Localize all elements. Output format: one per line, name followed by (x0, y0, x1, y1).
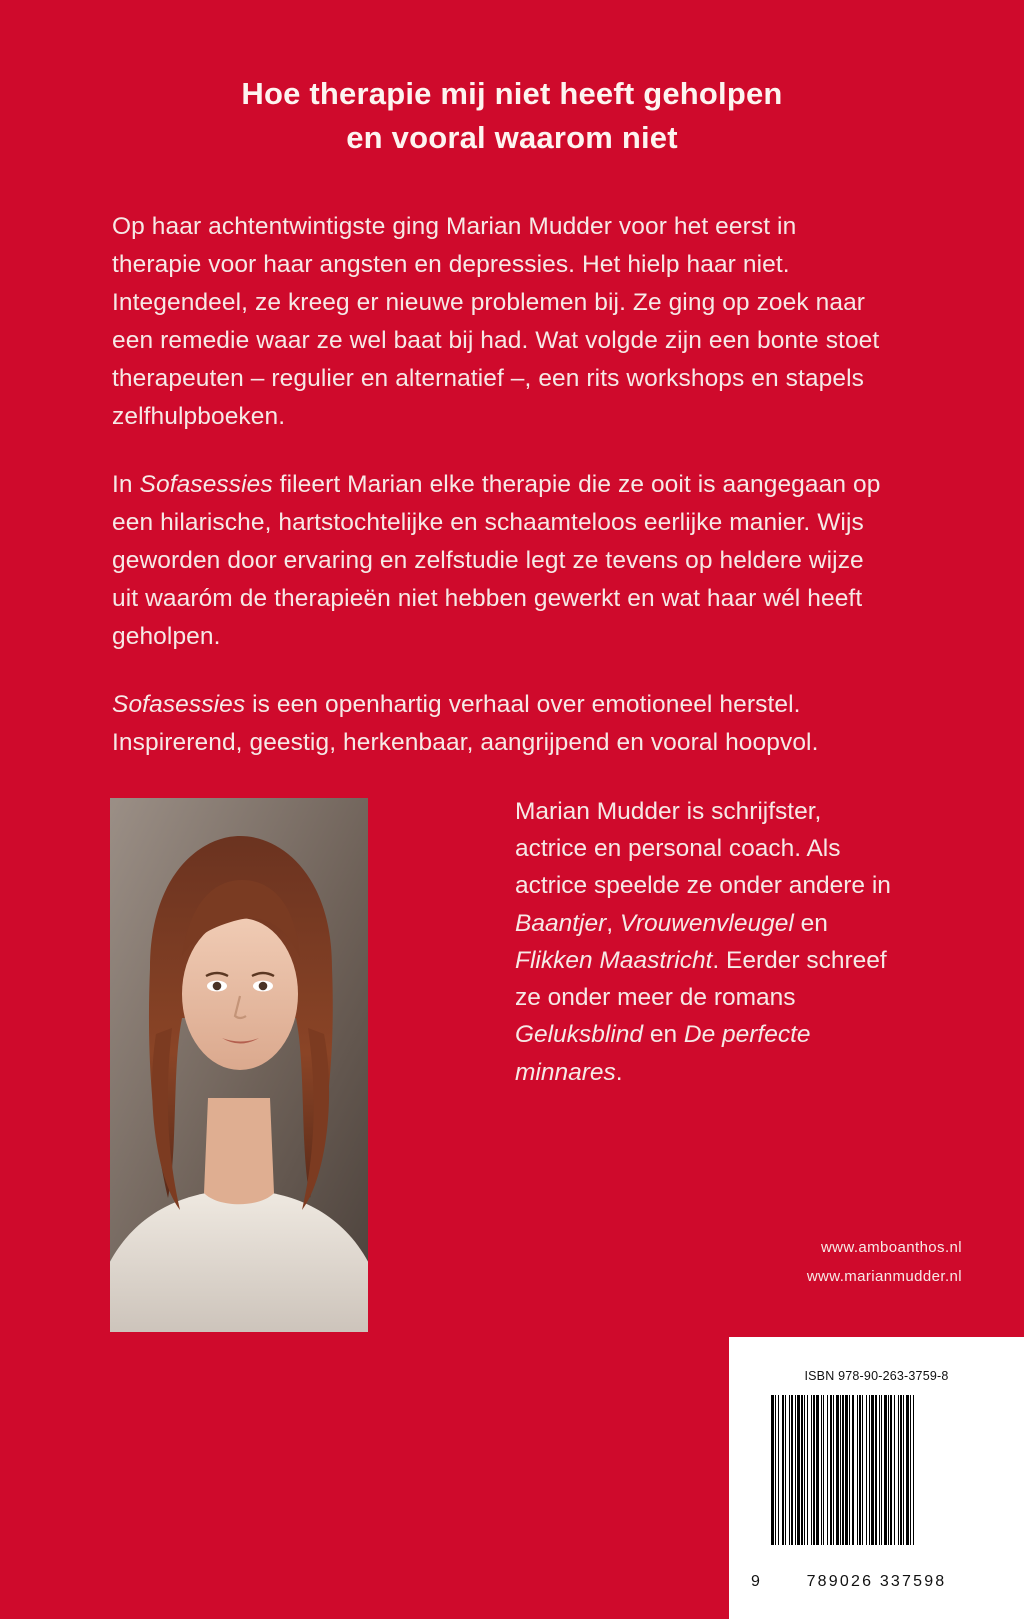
blurb-text (112, 208, 882, 762)
publisher-links (807, 1233, 962, 1292)
page-title (0, 72, 1024, 160)
barcode-digit-group: 789026 337598 (806, 1573, 947, 1590)
blurb-paragraph-2: In Sofasessies fileert Marian elke therapie die ze ooit is aangegaan op een hilarische, hartstochtelijke en schaamteloos eerlijke manier. Wijs geworden door ervaring en zelfstudie legt ze tevens op heldere wijze uit waaróm de therapieën niet hebben gewerkt en wat haar wél heeft geholpen. (112, 470, 881, 650)
barcode-bars (771, 1395, 985, 1545)
barcode-area (729, 1337, 1024, 1619)
blurb-paragraph-1: Op haar achtentwintigste ging Marian Mudder voor het eerst in therapie voor haar angsten en depressies. Het hielp haar niet. Integendeel, ze kreeg er nieuwe problemen bij. Ze ging op zoek naar een remedie waar ze wel baat bij had. Wat volgde zijn een bonte stoet therapeuten – regulier en alternatief –, een rits workshops en stapels zelfhulpboeken. (112, 213, 880, 430)
author-url[interactable]: www.marianmudder.nl (806, 1268, 962, 1286)
author-portrait (110, 798, 368, 1332)
author-bio: Marian Mudder is schrijfster, actrice en personal coach. Als actrice speelde ze onder andere in Baantjer, Vrouwenvleugel en Flikken Maastricht. Eerder schreef ze onder meer de romans Geluksblind en De perfecte minnares. (515, 798, 891, 1086)
barcode-digits (729, 1573, 1024, 1591)
isbn-text: ISBN 978-90-263-3759-8 (804, 1369, 949, 1383)
blurb-paragraph-3: Sofasessies is een openhartig verhaal over emotioneel herstel. Inspirerend, geestig, herkenbaar, aangrijpend en vooral hoopvol. (112, 690, 819, 756)
headline-line-1: Hoe therapie mij niet heeft geholpen (241, 76, 783, 111)
headline-line-2: en vooral waarom niet (346, 120, 678, 156)
publisher-url[interactable]: www.amboanthos.nl (820, 1239, 962, 1256)
barcode-digit-lead: 9 (751, 1573, 760, 1590)
